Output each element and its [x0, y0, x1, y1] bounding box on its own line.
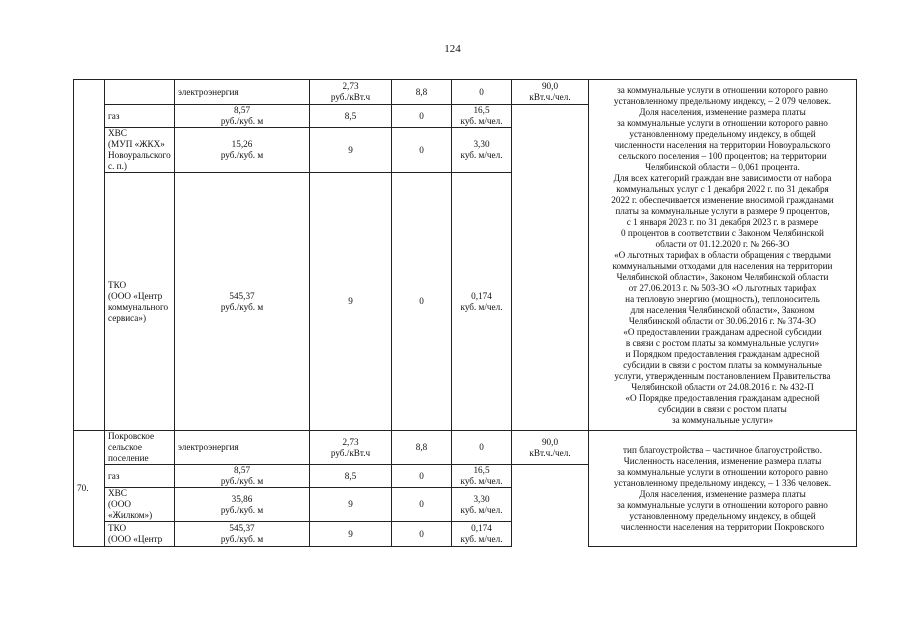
section-note-line: Челябинской области», Законом Челябинской области	[616, 271, 829, 282]
change-zero: 0	[392, 465, 452, 488]
section-note-line: за коммунальные услуги в отношении которого равно	[617, 84, 828, 95]
service-name-lines	[108, 523, 171, 545]
tariff-value-line: 8,57	[233, 465, 251, 475]
service-name-lines	[108, 488, 171, 521]
consumption-norm-line: 3,30	[473, 139, 490, 149]
tariff-value-line: руб./куб. м	[220, 476, 264, 486]
service-name	[105, 128, 175, 173]
consumption-norm-line: 0,174	[471, 523, 492, 533]
consumption-norm	[452, 488, 512, 522]
table-row	[74, 80, 857, 105]
change-zero: 0	[452, 431, 512, 465]
section-note-line: субсидии в связи с ростом платы	[658, 403, 787, 414]
consumption-norm-lines	[455, 494, 508, 516]
settlement-name	[105, 80, 175, 105]
tariff-value-line: 8,57	[233, 105, 251, 115]
change-zero: 0	[392, 105, 452, 128]
section-note-line: за коммунальные услуги в отношении которого равно	[617, 499, 828, 510]
service-name	[105, 488, 175, 522]
service-name-line: электроэнергия	[178, 442, 239, 452]
settlement-name-lines	[108, 431, 171, 464]
section-note-line: тип благоустройства – частичное благоустройство.	[623, 444, 822, 455]
section-note-line: услуги, утвержденным постановлением Правительства	[614, 370, 831, 381]
row-index: 70.	[74, 431, 105, 547]
section-note-lines	[592, 85, 853, 426]
tariff-value-lines	[313, 437, 388, 459]
consumption-norm-line: кВт.ч./чел.	[529, 92, 571, 102]
tariff-table	[73, 79, 857, 547]
section-note-line: «О Порядке предоставления гражданам адресной	[625, 392, 820, 403]
section-note-line: Для всех категорий граждан вне зависимости от набора	[613, 172, 832, 183]
tariff-value-line: руб./куб. м	[220, 534, 264, 544]
consumption-norm-line: куб. м/чел.	[460, 476, 503, 486]
consumption-norm-lines	[455, 139, 508, 161]
service-name-lines	[178, 87, 306, 98]
tariff-value-line: руб./куб. м	[220, 504, 264, 515]
section-note-line: в связи с ростом платы за коммунальные услуги»	[625, 337, 820, 348]
change-zero: 0	[452, 80, 512, 105]
tariff-value-line: 545,37	[229, 523, 255, 533]
section-note-line: от 27.06.2013 г. № 503-ЗО «О льготных тарифах	[628, 282, 817, 293]
section-note-line: численности населения на территории Новоуральского	[614, 139, 831, 150]
change-percent: 8,8	[392, 80, 452, 105]
tariff-value	[175, 465, 310, 488]
consumption-norm-line: куб. м/чел.	[460, 301, 503, 312]
tariff-value-lines	[313, 81, 388, 103]
row-index	[74, 80, 105, 431]
change-percent: 9	[310, 128, 392, 173]
settlement-name	[105, 431, 175, 465]
consumption-norm-line: куб. м/чел.	[460, 116, 503, 126]
consumption-norm-lines	[455, 523, 508, 545]
service-name-lines	[178, 442, 306, 453]
tariff-value-lines	[178, 494, 306, 516]
service-name-line: электроэнергия	[178, 86, 239, 97]
service-name-lines	[108, 280, 171, 324]
section-note-line: за коммунальные услуги в отношении которого равно	[617, 117, 828, 128]
tariff-value-line: 545,37	[229, 290, 255, 301]
consumption-norm-lines	[455, 105, 508, 127]
consumption-norm-line: куб. м/чел.	[460, 504, 503, 515]
section-note-line: Доля населения, изменение размера платы	[639, 488, 806, 499]
service-name-lines	[108, 128, 171, 172]
service-name	[105, 105, 175, 128]
section-note-line: установленному предельному индексу, – 1 336 человек.	[613, 477, 832, 488]
table-row	[74, 431, 857, 465]
service-name-line: (ООО «Центр	[108, 290, 163, 301]
service-name-line: (МУП «ЖКХ»	[108, 139, 165, 149]
service-name-line: (ООО «Жилком»)	[108, 499, 153, 520]
change-zero: 0	[392, 488, 452, 522]
change-percent: 9	[310, 522, 392, 547]
change-zero: 0	[392, 128, 452, 173]
consumption-norm	[452, 105, 512, 128]
service-name-line: (ООО «Центр	[108, 534, 163, 544]
section-note-line: 0 процентов в соответствии с Законом Челябинской	[621, 227, 824, 238]
consumption-norm	[512, 80, 589, 105]
service-name	[105, 173, 175, 431]
section-note-line: установленному предельному индексу, в общей	[629, 128, 816, 139]
consumption-norm	[452, 522, 512, 547]
consumption-norm-line: куб. м/чел.	[460, 150, 503, 160]
section-note-line: Доля населения, изменение размера платы	[639, 106, 806, 117]
service-name-line: ХВС	[108, 488, 127, 498]
service-name-line: газ	[108, 110, 120, 121]
consumption-norm-lines	[455, 465, 508, 487]
section-note-line: субсидии в связи с ростом платы за коммунальные	[623, 359, 822, 370]
service-name	[105, 522, 175, 547]
section-note-line: 2022 г. обеспечивается изменение вносимой гражданами	[611, 194, 834, 205]
tariff-value-line: 2,73	[342, 436, 359, 447]
settlement-name-line: Покровское	[108, 431, 155, 441]
service-name	[175, 80, 310, 105]
consumption-norm	[512, 431, 589, 465]
tariff-value	[310, 431, 392, 465]
tariff-value-line: 35,86	[231, 493, 253, 504]
consumption-norm-line: 90,0	[541, 81, 559, 91]
service-name-line: ТКО	[108, 279, 127, 290]
consumption-norm	[452, 465, 512, 488]
consumption-norm-line: 16,5	[473, 465, 490, 475]
section-note	[589, 80, 857, 431]
tariff-value	[175, 488, 310, 522]
section-note-line: установленному предельному индексу, – 2 079 человек.	[613, 95, 832, 106]
section-note-lines	[592, 445, 853, 533]
service-name-lines	[108, 111, 171, 122]
section-note-line: на тепловую энергию (мощность), теплоноситель	[625, 293, 820, 304]
tariff-value	[175, 522, 310, 547]
service-name-line: ТКО	[108, 523, 127, 533]
section-note-line: и Порядком предоставления гражданам адресной	[625, 348, 820, 359]
settlement-name-line: сельское	[108, 442, 142, 452]
service-name-line: ХВС	[108, 128, 127, 138]
service-name-line: коммунального сервиса»)	[108, 301, 169, 323]
change-percent: 8,8	[392, 431, 452, 465]
tariff-value-lines	[178, 139, 306, 161]
consumption-norm	[452, 173, 512, 431]
section-note-line: сельского поселения – 100 процентов; на территории	[618, 150, 827, 161]
section-note-line: коммунальными отходами для населения на территории	[612, 260, 833, 271]
settlement-name-line: поселение	[108, 453, 149, 463]
tariff-value-line: руб./куб. м	[220, 116, 264, 126]
section-note-line: для населения Челябинской области», Законом	[630, 304, 815, 315]
change-percent: 9	[310, 173, 392, 431]
page-number: 124	[444, 43, 461, 55]
change-percent: 8,5	[310, 105, 392, 128]
tariff-value-line: руб./куб. м	[220, 301, 264, 312]
tariff-value	[175, 173, 310, 431]
tariff-value-line: руб./куб. м	[220, 150, 264, 160]
tariff-value	[175, 105, 310, 128]
section-note-line: Челябинской области от 30.06.2016 г. № 374-ЗО	[628, 315, 817, 326]
tariff-value-lines	[178, 465, 306, 487]
section-note-line: с 1 января 2023 г. по 31 декабря 2023 г. в размере	[626, 216, 819, 227]
change-zero: 0	[392, 173, 452, 431]
change-percent: 9	[310, 488, 392, 522]
service-name-line: Новоуральского с. п.)	[108, 150, 171, 171]
consumption-norm-line: 16,5	[473, 105, 490, 115]
consumption-norm-line: 90,0	[541, 436, 559, 447]
tariff-value-lines	[178, 291, 306, 313]
section-note-line: Численность населения, изменение размера платы	[623, 455, 822, 466]
tariff-value-line: руб./кВт.ч	[330, 447, 371, 458]
tariff-value	[175, 128, 310, 173]
consumption-norm-line: 0,174	[471, 290, 492, 301]
service-name-lines	[108, 471, 171, 482]
consumption-norm-line: куб. м/чел.	[460, 534, 503, 544]
tariff-value	[310, 80, 392, 105]
service-name-line: газ	[108, 470, 120, 481]
consumption-norm-lines	[515, 81, 585, 103]
section-note-line: за коммунальные услуги»	[671, 414, 774, 425]
tariff-value-line: руб./кВт.ч	[330, 92, 371, 102]
section-note-line: области от 01.12.2020 г. № 266-ЗО	[655, 238, 790, 249]
section-note	[589, 431, 857, 547]
section-note-line: Челябинской области от 24.08.2016 г. № 432-П	[631, 381, 814, 392]
tariff-value-lines	[178, 105, 306, 127]
consumption-norm-lines	[455, 291, 508, 313]
section-note-line: «О льготных тарифах в области обращения с твердыми	[614, 249, 831, 260]
section-note-line: коммунальных услуг с 1 декабря 2022 г. по 31 декабря	[616, 183, 829, 194]
section-note-line: численности населения на территории Покровского	[620, 521, 825, 532]
consumption-norm-lines	[515, 437, 585, 459]
service-name	[105, 465, 175, 488]
change-zero: 0	[392, 522, 452, 547]
section-note-line: за коммунальные услуги в отношении которого равно	[617, 466, 828, 477]
tariff-value-line: 2,73	[342, 81, 359, 91]
section-note-line: установленному предельному индексу, в общей	[629, 510, 816, 521]
section-note-line: платы за коммунальные услуги в размере 9 процентов,	[615, 205, 830, 216]
consumption-norm-line: кВт.ч./чел.	[529, 447, 571, 458]
section-note-line: Челябинской области – 0,061 процента.	[645, 161, 800, 172]
change-percent: 8,5	[310, 465, 392, 488]
consumption-norm	[452, 128, 512, 173]
consumption-norm-line: 3,30	[473, 493, 490, 504]
service-name	[175, 431, 310, 465]
tariff-value-lines	[178, 523, 306, 545]
section-note-line: «О предоставлении гражданам адресной субсидии	[623, 326, 822, 337]
tariff-value-line: 15,26	[231, 139, 253, 149]
